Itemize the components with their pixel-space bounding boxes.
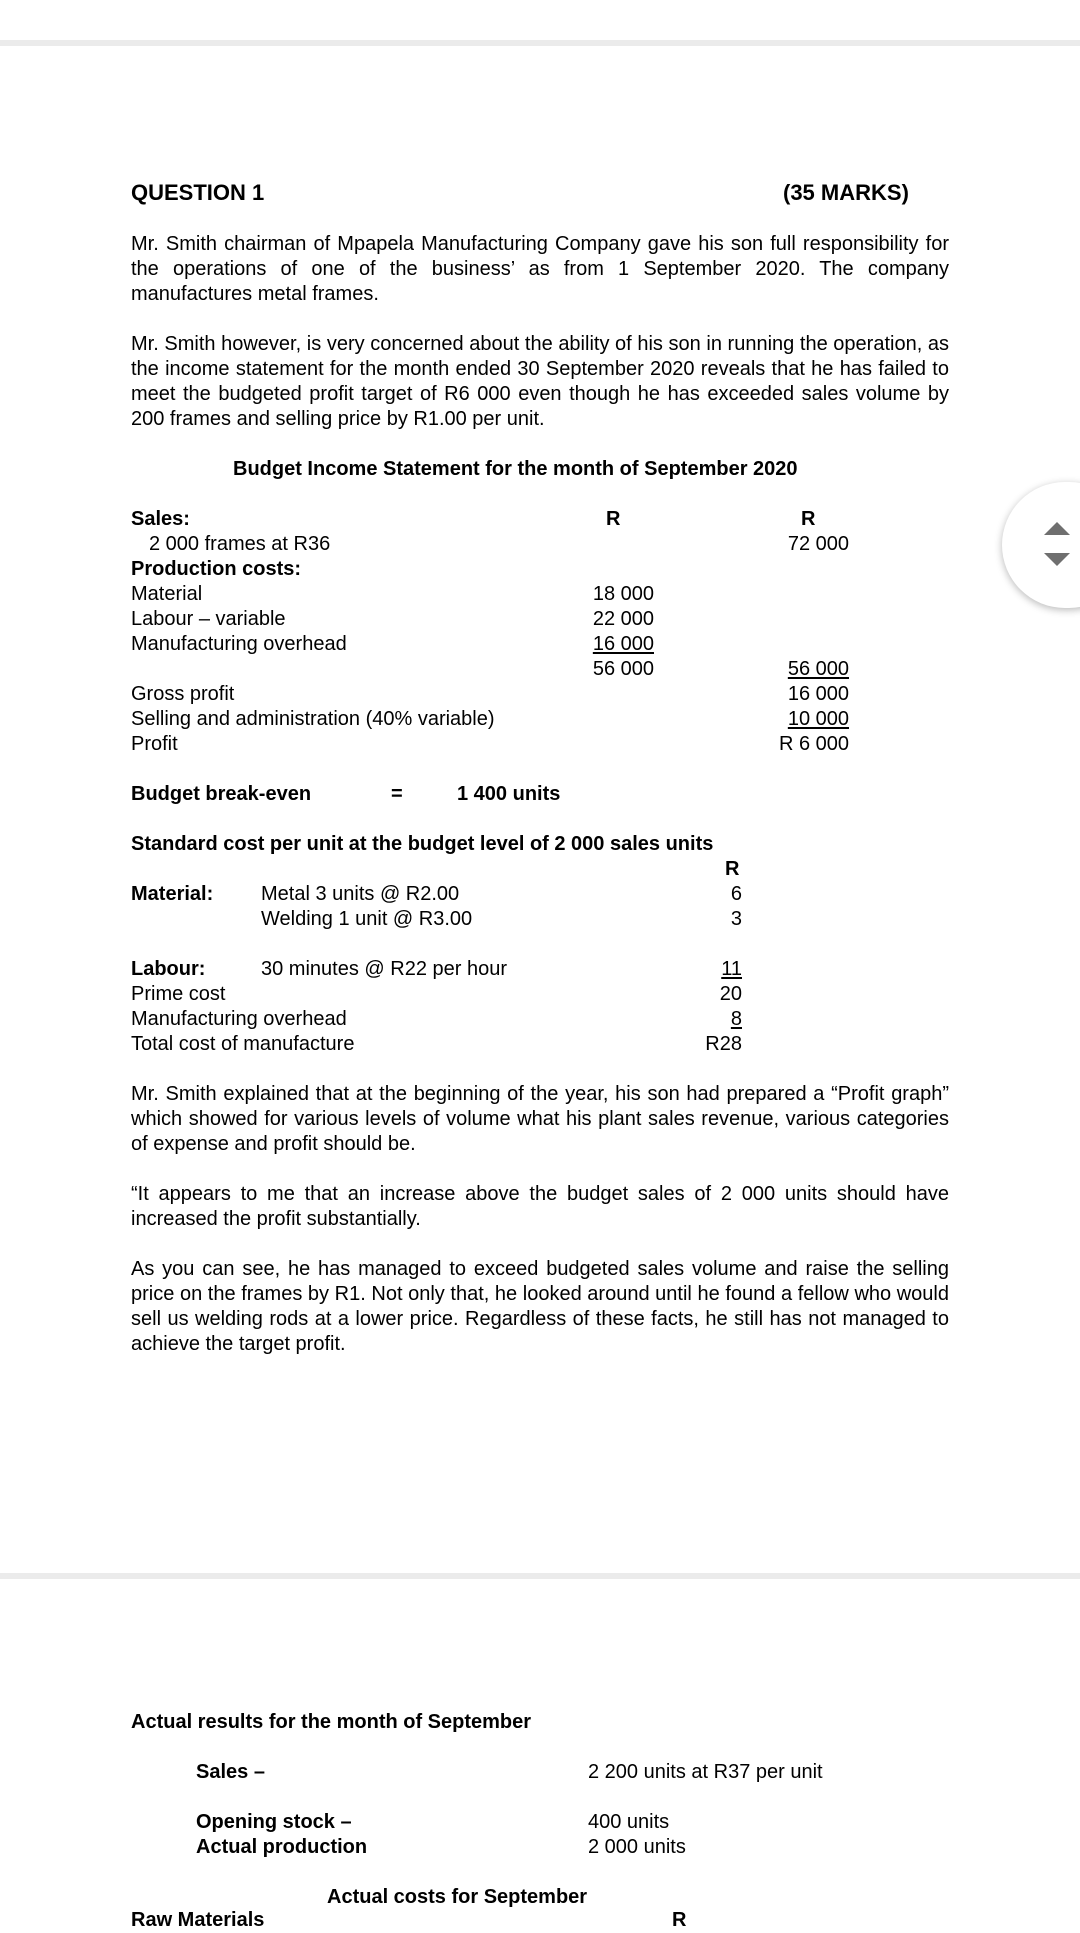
quote-paragraph: “It appears to me that an increase above the budget sales of 2 000 units should have increased the profit substantially. bbox=[131, 1183, 949, 1230]
budget-row-label: 2 000 frames at R36 bbox=[149, 533, 331, 555]
standard-cost-desc: 30 minutes @ R22 per hour bbox=[261, 958, 507, 980]
scroll-down-icon[interactable] bbox=[1044, 553, 1070, 566]
standard-cost-value: 3 bbox=[730, 908, 742, 930]
budget-row-label: Gross profit bbox=[131, 683, 235, 705]
standard-cost-label: Total cost of manufacture bbox=[131, 1033, 355, 1055]
opening-stock-value: 400 units bbox=[588, 1811, 670, 1833]
actual-production-label: Actual production bbox=[196, 1836, 368, 1858]
standard-cost-value: 6 bbox=[730, 883, 742, 905]
breakeven-value: 1 400 units bbox=[457, 783, 561, 805]
standard-cost-value: R28 bbox=[705, 1033, 742, 1055]
standard-cost-col-header: R bbox=[725, 858, 740, 880]
actual-sales-label: Sales – bbox=[196, 1761, 265, 1783]
profit-graph-paragraph: Mr. Smith explained that at the beginning of the year, his son had prepared a “Profit graph” which showed for various levels of volume what his plant sales revenue, various categories of expense and profit should be. bbox=[131, 1083, 949, 1155]
budget-row-label: Labour – variable bbox=[131, 608, 286, 630]
budget-row-label: Selling and administration (40% variable) bbox=[131, 708, 495, 730]
budget-row-label: Profit bbox=[131, 733, 178, 755]
standard-cost-desc: Welding 1 unit @ R3.00 bbox=[261, 908, 473, 930]
raw-materials-header: R bbox=[672, 1909, 687, 1931]
budget-row-value: R 6 000 bbox=[778, 733, 849, 755]
scroll-up-icon[interactable] bbox=[1044, 522, 1070, 535]
intro-paragraph-1: Mr. Smith chairman of Mpapela Manufacturing Company gave his son full responsibility for the operations of one of the business’ as from 1 September 2020. The company manufactures metal frames. bbox=[131, 233, 949, 305]
question-title: QUESTION 1 bbox=[131, 180, 265, 205]
standard-cost-label: Prime cost bbox=[131, 983, 226, 1005]
standard-cost-label: Labour: bbox=[131, 958, 206, 980]
page-top-edge bbox=[0, 40, 1080, 46]
actual-sales-value: 2 200 units at R37 per unit bbox=[588, 1761, 823, 1783]
standard-cost-value: 8 bbox=[730, 1008, 742, 1030]
standard-cost-value: 11 bbox=[721, 958, 742, 980]
budget-statement-title: Budget Income Statement for the month of September 2020 bbox=[233, 458, 798, 480]
opening-stock-label: Opening stock – bbox=[196, 1811, 352, 1833]
intro-paragraph-2: Mr. Smith however, is very concerned about the ability of his son in running the operation, as the income statement for the month ended 30 September 2020 reveals that he has failed to meet the budgeted profit target of R6 000 even though he has exceeded sales volume by 200 frames and selling price by R1.00 per unit. bbox=[131, 333, 949, 430]
budget-row-value: 22 000 bbox=[592, 608, 654, 630]
budget-row-value: 10 000 bbox=[787, 708, 849, 730]
standard-cost-desc: Metal 3 units @ R2.00 bbox=[261, 883, 460, 905]
budget-col2-header: R bbox=[801, 508, 816, 530]
standard-cost-title: Standard cost per unit at the budget level of 2 000 sales units bbox=[131, 833, 714, 855]
raw-materials-label: Raw Materials bbox=[131, 1909, 265, 1931]
budget-col1-header: R bbox=[606, 508, 621, 530]
standard-cost-label: Material: bbox=[131, 883, 214, 905]
budget-row-value: 18 000 bbox=[592, 583, 654, 605]
breakeven-equals: = bbox=[391, 783, 403, 805]
budget-row-value: 16 000 bbox=[787, 683, 849, 705]
actual-production-value: 2 000 units bbox=[588, 1836, 686, 1858]
actual-costs-title: Actual costs for September bbox=[327, 1886, 588, 1908]
budget-row-label: Manufacturing overhead bbox=[131, 633, 347, 655]
breakeven-label: Budget break-even bbox=[131, 783, 312, 805]
standard-cost-label: Manufacturing overhead bbox=[131, 1008, 347, 1030]
budget-row-label: Production costs: bbox=[131, 558, 302, 580]
standard-cost-value: 20 bbox=[719, 983, 742, 1005]
actual-results-title: Actual results for the month of September bbox=[131, 1711, 532, 1733]
page-scroll-button[interactable] bbox=[1002, 482, 1080, 608]
budget-row-value: 16 000 bbox=[592, 633, 654, 655]
budget-row-value: 72 000 bbox=[787, 533, 849, 555]
budget-row-value: 56 000 bbox=[592, 658, 654, 680]
question-marks: (35 MARKS) bbox=[783, 180, 909, 205]
page-separator bbox=[0, 1573, 1080, 1579]
budget-row-label: Material bbox=[131, 583, 203, 605]
closing-paragraph: As you can see, he has managed to exceed budgeted sales volume and raise the selling price on the frames by R1. Not only that, he looked around until he found a fellow who would sell us welding rods at a lower price. Regardless of these facts, he still has not managed to achieve the target profit. bbox=[131, 1258, 949, 1355]
budget-row-label: Sales: bbox=[131, 508, 190, 530]
budget-row-value: 56 000 bbox=[787, 658, 849, 680]
